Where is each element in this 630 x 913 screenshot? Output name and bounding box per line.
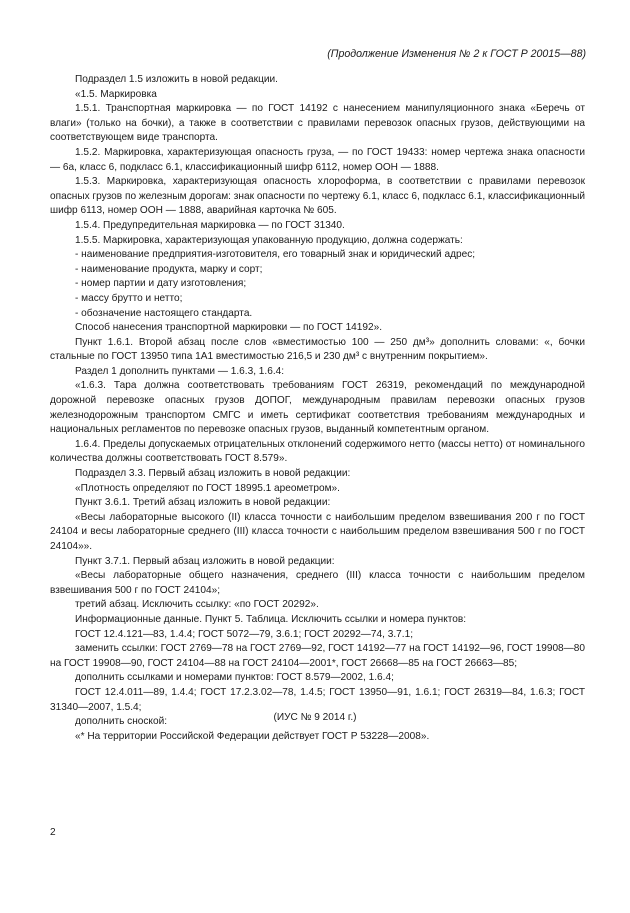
paragraph: дополнить ссылками и номерами пунктов: ГОСТ 8.579—2002, 1.6.4; (75, 672, 394, 684)
list-item: - обозначение настоящего стандарта. (75, 307, 253, 319)
paragraph: ГОСТ 12.4.121—83, 1.4.4; ГОСТ 5072—79, 3.6.1; ГОСТ 20292—74, 3.7.1; (75, 628, 413, 640)
paragraph: 1.6.4. Пределы допускаемых отрицательных отклонений содержимого нетто (массы нетто) от номинального количества должны соответствовать ГОСТ 8.579». (50, 438, 585, 465)
page-number: 2 (50, 827, 56, 838)
paragraph: «1.6.3. Тара должна соответствовать требованиям ГОСТ 26319, рекомендаций по международной дорожной перевозке опасных грузов ДОПОГ, международным правилам перевозки опасных грузов железнодорожным транспортом СМГС и иметь сертификат соответствия требованиям международных и национальных регламентов по перевозке опасных грузов, выданный компетентным органом. (50, 380, 585, 436)
paragraph: Пункт 3.7.1. Первый абзац изложить в новой редакции: (75, 555, 335, 567)
paragraph: Информационные данные. Пункт 5. Таблица. Исключить ссылки и номера пунктов: (75, 613, 467, 625)
paragraph: Раздел 1 дополнить пунктами — 1.6.3, 1.6.4: (75, 365, 285, 377)
paragraph: 1.5.4. Предупредительная маркировка — по ГОСТ 31340. (75, 219, 345, 231)
paragraph: третий абзац. Исключить ссылку: «по ГОСТ 20292». (75, 599, 319, 611)
paragraph: 1.5.5. Маркировка, характеризующая упакованную продукцию, должна содержать: (75, 234, 463, 246)
paragraph: 1.5.2. Маркировка, характеризующая опасность груза, — по ГОСТ 19433: номер чертежа знака опасности — 6а, класс 6, подкласс 6.1, классификационный шифр 6112, номер ООН — 1888. (50, 146, 585, 173)
list-item: - номер партии и дату изготовления; (75, 278, 247, 290)
paragraph: Подраздел 3.3. Первый абзац изложить в новой редакции: (75, 468, 351, 480)
paragraph: «Весы лабораторные высокого (II) класса точности с наибольшим пределом взвешивания 200 г по ГОСТ 24104 и весы лабораторные среднего (III) класса точности с наибольшим пределом взвешивания 500 г по ГОСТ 24104»». (50, 511, 585, 552)
paragraph: Подраздел 1.5 изложить в новой редакции. (75, 74, 278, 85)
paragraph: дополнить сноской: (75, 716, 168, 728)
paragraph: ГОСТ 12.4.011—89, 1.4.4; ГОСТ 17.2.3.02—78, 1.4.5; ГОСТ 13950—91, 1.6.1; ГОСТ 26319—84, 1.6.3; ГОСТ 31340—2007, 1.5.4; (50, 686, 585, 713)
paragraph: Пункт 3.6.1. Третий абзац изложить в новой редакции: (75, 497, 331, 509)
list-item: - наименование предприятия-изготовителя, его товарный знак и юридический адрес; (75, 249, 476, 261)
paragraph: «Плотность определяют по ГОСТ 18995.1 ареометром». (75, 482, 340, 494)
list-item: - наименование продукта, марку и сорт; (75, 263, 263, 275)
issue-note: (ИУС № 9 2014 г.) (273, 712, 357, 723)
paragraph: 1.5.3. Маркировка, характеризующая опасность хлороформа, в соответствии с правилами перевозок опасных грузов по железным дорогам: знак опасности по чертежу 6.1, класс 6, подкласс 6.1, классификационный шифр 6113, номер ООН — 1888, аварийная карточка № 605. (50, 176, 585, 217)
paragraph: «Весы лабораторные общего назначения, среднего (III) класса точности с наибольшим пределом взвешивания 500 г по ГОСТ 24104»; (50, 570, 585, 596)
paragraph: Способ нанесения транспортной маркировки — по ГОСТ 14192». (75, 322, 383, 334)
paragraph: 1.5.1. Транспортная маркировка — по ГОСТ 14192 с нанесением манипуляционного знака «Беречь от влаги» (только на бочки), а также в соответствии с правилами перевозок опасных грузов, действующими на соответствующем виде транспорта. (50, 103, 585, 144)
paragraph: «1.5. Маркировка (75, 88, 157, 100)
paragraph: Пункт 1.6.1. Второй абзац после слов «вместимостью 100 — 250 дм³» дополнить словами: «, бочки стальные по ГОСТ 13950 типа 1А1 вместимостью 216,5 и 230 дм³ с внутренним покрытием». (50, 336, 585, 363)
paragraph: заменить ссылки: ГОСТ 2769—78 на ГОСТ 2769—92, ГОСТ 14192—77 на ГОСТ 14192—96, ГОСТ 19908—80 на ГОСТ 19908—90, ГОСТ 24104—88 на ГОСТ 24104—2001*, ГОСТ 26668—85 на ГОСТ 26663—85; (50, 643, 585, 669)
document-body (50, 73, 585, 744)
list-item: - массу брутто и нетто; (75, 292, 183, 304)
footnote: «* На территории Российской Федерации действует ГОСТ Р 53228—2008». (75, 730, 430, 742)
running-header: (Продолжение Изменения № 2 к ГОСТ Р 20015—88) (327, 48, 586, 60)
